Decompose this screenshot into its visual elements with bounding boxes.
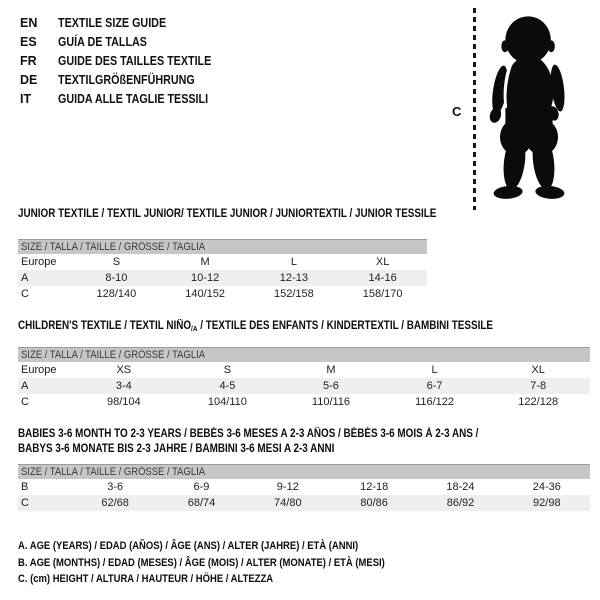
size-value-cell: L	[290, 256, 297, 268]
children-table	[18, 362, 590, 410]
baby-silhouette	[480, 7, 578, 209]
size-value-cell: 98/104	[106, 396, 141, 408]
size-value-cell: 104/110	[207, 396, 247, 408]
language-code: ES	[20, 35, 37, 49]
junior-size-table-header	[18, 239, 427, 254]
size-value-cell: 6-7	[383, 378, 487, 394]
junior-section-title	[18, 207, 504, 222]
size-value-cell: 68/74	[158, 495, 244, 511]
size-value-cell: 116/122	[415, 396, 455, 408]
babies-section-title	[18, 427, 553, 457]
guide-title: TEXTILGRÖßENFÜHRUNG	[58, 73, 195, 87]
size-value-cell: 7-8	[486, 378, 590, 394]
language-row-es	[20, 33, 236, 52]
junior-size-table	[18, 239, 427, 302]
guide-title: TEXTILE SIZE GUIDE	[58, 16, 167, 30]
size-value-cell: 62/68	[72, 495, 158, 511]
language-row-en	[20, 14, 236, 33]
legend-line-b-text: B. AGE (MONTHS) / EDAD (MESES) / ÂGE (MOIS) / ALTER (MONATE) / ETÀ (MESI)	[18, 556, 385, 569]
size-value-cell: 12-18	[360, 481, 389, 493]
size-value-cell: S	[223, 364, 232, 376]
size-value-cell: 8-10	[72, 270, 161, 286]
table-row	[18, 495, 590, 511]
row-label-cell: Europe	[21, 364, 57, 376]
size-value-cell: 14-16	[338, 270, 427, 286]
size-value-cell: 6-9	[193, 481, 210, 493]
children-title-prefix: CHILDREN'S TEXTILE / TEXTIL NIÑO	[18, 320, 192, 332]
legend-line-b	[18, 555, 445, 572]
row-label-cell: A	[18, 378, 72, 394]
size-value-cell: S	[112, 256, 121, 268]
babies-size-table	[18, 464, 590, 511]
babies-title-line-2: BABYS 3-6 MONATE BIS 2-3 JAHRE / BAMBINI 3-6 MESI A 2-3 ANNI	[18, 443, 335, 455]
language-title-list	[20, 14, 236, 109]
size-value-cell: 92/98	[504, 495, 590, 511]
size-value-cell: 110/116	[311, 396, 351, 408]
babies-table	[18, 479, 590, 511]
row-label-cell: C	[21, 396, 29, 408]
children-title-suffix: / TEXTILE DES ENFANTS / KINDERTEXTIL / BAMBINI TESSILE	[197, 320, 493, 332]
legend-line-c	[18, 571, 445, 588]
row-label-cell: A	[18, 270, 72, 286]
size-header-text: SIZE / TALLA / TAILLE / GRÖSSE / TAGLIA	[21, 241, 206, 253]
legend-line-c-text: C. (cm) HEIGHT / ALTURA / HAUTEUR / HÖHE / ALTEZZA	[18, 573, 274, 585]
size-value-cell: 5-6	[279, 378, 383, 394]
children-size-table	[18, 347, 590, 410]
size-value-cell: 140/152	[185, 288, 225, 300]
table-row	[18, 378, 590, 394]
row-label-cell: C	[21, 288, 29, 300]
children-size-table-header	[18, 347, 590, 362]
measurement-legend	[18, 538, 445, 588]
size-value-cell: 12-13	[250, 270, 339, 286]
language-code: FR	[20, 54, 37, 68]
height-measure-label: C	[452, 104, 462, 119]
size-value-cell: XS	[116, 364, 132, 376]
babies-title-line-1: BABIES 3-6 MONTH TO 2-3 YEARS / BEBÉS 3-6 MESES A 2-3 AÑOS / BÉBÉS 3-6 MOIS À 2-3 ANS /	[18, 428, 479, 440]
legend-line-a-text: A. AGE (YEARS) / EDAD (AÑOS) / ÂGE (ANS) / ALTER (JAHRE) / ETÀ (ANNI)	[18, 540, 359, 552]
language-row-it	[20, 90, 236, 109]
junior-table	[18, 254, 427, 302]
children-section-title	[18, 319, 570, 336]
size-value-cell: 4-5	[176, 378, 280, 394]
children-section-title-text	[18, 319, 493, 336]
size-header-text: SIZE / TALLA / TAILLE / GRÖSSE / TAGLIA	[21, 349, 206, 361]
junior-section-title-text: JUNIOR TEXTILE / TEXTIL JUNIOR/ TEXTILE JUNIOR / JUNIORTEXTIL / JUNIOR TESSILE	[18, 208, 437, 220]
table-row	[18, 286, 427, 302]
size-value-cell: M	[326, 364, 336, 376]
size-value-cell: L	[431, 364, 438, 376]
size-value-cell: 24-36	[532, 481, 561, 493]
size-value-cell: XL	[375, 256, 390, 268]
size-value-cell: 3-6	[107, 481, 124, 493]
guide-title: GUÍA DE TALLAS	[58, 35, 147, 49]
language-row-de	[20, 71, 236, 90]
language-code: EN	[20, 16, 38, 30]
language-code: IT	[20, 92, 32, 106]
size-header-text: SIZE / TALLA / TAILLE / GRÖSSE / TAGLIA	[21, 466, 206, 478]
table-row	[18, 254, 427, 270]
size-value-cell: XL	[531, 364, 545, 376]
legend-line-a	[18, 538, 445, 555]
table-row	[18, 479, 590, 495]
size-value-cell: 9-12	[276, 481, 299, 493]
size-value-cell: 152/158	[273, 288, 314, 300]
size-value-cell: 80/86	[331, 495, 417, 511]
size-value-cell: 158/170	[362, 288, 403, 300]
children-title-subscript: /A	[191, 324, 198, 333]
guide-title: GUIDA ALLE TAGLIE TESSILI	[58, 92, 209, 106]
height-dashed-line	[473, 8, 476, 210]
size-value-cell: 74/80	[245, 495, 331, 511]
guide-title: GUIDE DES TAILLES TEXTILE	[58, 54, 212, 68]
size-value-cell: 10-12	[161, 270, 250, 286]
row-label-cell: B	[21, 481, 29, 493]
size-value-cell: 3-4	[72, 378, 176, 394]
row-label-cell: Europe	[21, 256, 57, 268]
size-value-cell: 122/128	[518, 396, 559, 408]
language-code: DE	[20, 73, 38, 87]
table-row	[18, 394, 590, 410]
size-value-cell: 18-24	[446, 481, 475, 493]
table-row	[18, 270, 427, 286]
table-row	[18, 362, 590, 378]
size-value-cell: 86/92	[417, 495, 503, 511]
size-value-cell: 128/140	[96, 288, 137, 300]
babies-size-table-header	[18, 464, 590, 479]
size-value-cell: M	[200, 256, 210, 268]
row-label-cell: C	[18, 495, 72, 511]
language-row-fr	[20, 52, 236, 71]
